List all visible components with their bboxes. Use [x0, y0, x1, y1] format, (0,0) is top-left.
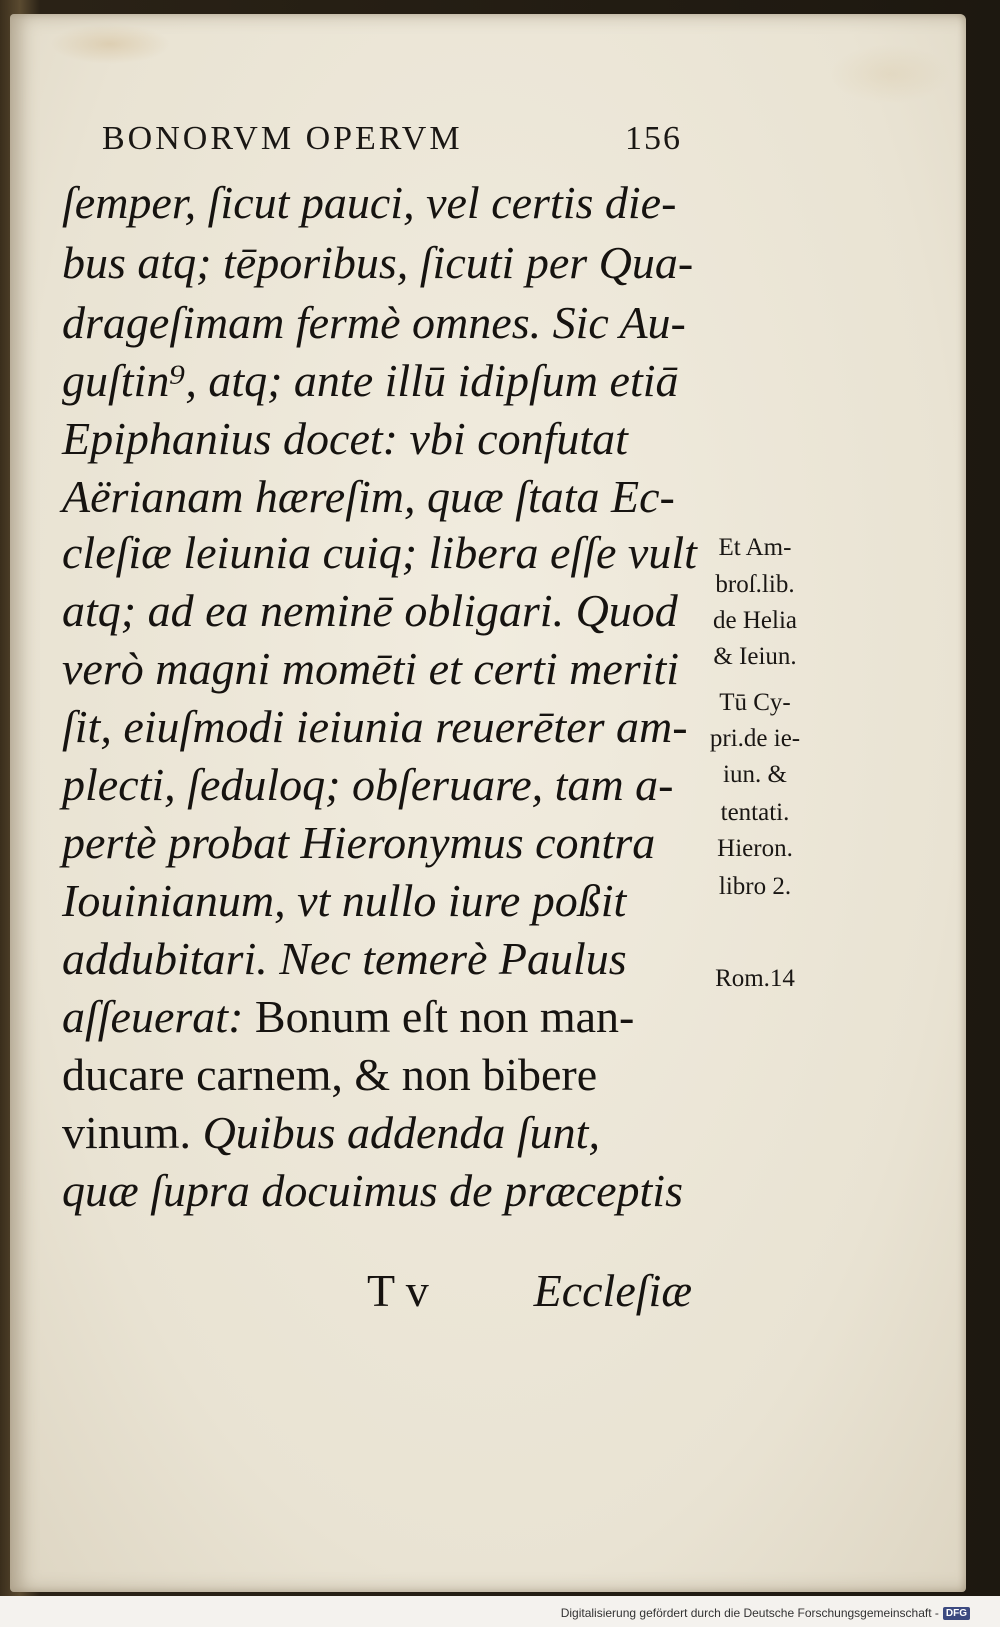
text-line: ſit, eiuſmodi ieiunia reuerēter am- — [62, 701, 688, 752]
text-line: bus atq; tēporibus, ſicuti per Qua- — [62, 237, 694, 288]
catchword: Eccleſiæ — [533, 1265, 692, 1316]
page-stain — [50, 24, 170, 64]
signature-mark: T v — [367, 1265, 429, 1316]
text-line — [62, 1107, 692, 1158]
page-number: 156 — [625, 120, 682, 157]
italic-run: aſſeuerat: — [62, 991, 244, 1042]
margin-note: de Helia — [713, 607, 797, 634]
text-line: plecti, ſeduloq; obſeruare, tam a- — [62, 759, 674, 810]
text-line: drageſimam fermè omnes. Sic Au- — [62, 297, 686, 348]
margin-note: & Ieiun. — [713, 643, 797, 670]
text-line: ducare carnem, & non bibere — [62, 1049, 598, 1100]
text-line: Aërianam hæreſim, quæ ſtata Ec- — [62, 471, 675, 522]
margin-note: libro 2. — [718, 873, 792, 900]
text-line: ſemper, ſicut pauci, vel certis die- — [62, 177, 677, 228]
margin-note: Hieron. — [717, 835, 793, 862]
running-title: BONORVM OPERVM — [102, 120, 463, 157]
roman-run: vinum. — [62, 1107, 192, 1158]
italic-run: Quibus addenda ſunt, — [191, 1107, 600, 1158]
margin-note: Et Am- — [718, 534, 792, 561]
text-line: Epiphanius docet: vbi confutat — [62, 413, 628, 464]
margin-note: broſ.lib. — [715, 571, 795, 598]
margin-note: Rom.14 — [715, 965, 795, 992]
text-line: pertè probat Hieronymus contra — [62, 817, 656, 868]
page-header — [102, 120, 682, 158]
margin-note: Tū Cy- — [719, 689, 791, 716]
margin-note: tentati. — [720, 799, 790, 826]
text-line: guſtin⁹, atq; ante illū idipſum etiā — [62, 355, 679, 406]
roman-run: Bonum eſt non man- — [243, 991, 635, 1042]
margin-note: pri.de ie- — [709, 725, 801, 752]
text-line: verò magni momēti et certi meriti — [62, 643, 680, 694]
text-line: addubitari. Nec temerè Paulus — [62, 933, 627, 984]
dfg-logo: DFG — [943, 1607, 970, 1620]
text-line — [62, 991, 692, 1042]
margin-note: iun. & — [723, 761, 787, 788]
text-line: Iouinianum, vt nullo iure poßit — [62, 875, 627, 926]
footer-text: Digitalisierung gefördert durch die Deutsche Forschungsgemeinschaft - — [560, 1606, 939, 1620]
text-line: quæ ſupra docuimus de præceptis — [62, 1165, 683, 1216]
text-line: atq; ad ea neminē obligari. Quod — [62, 585, 678, 636]
page-stain — [830, 44, 950, 104]
text-line: cleſiæ leiunia cuiq; libera eſſe vult — [62, 527, 697, 578]
digitization-footer — [561, 1606, 970, 1620]
